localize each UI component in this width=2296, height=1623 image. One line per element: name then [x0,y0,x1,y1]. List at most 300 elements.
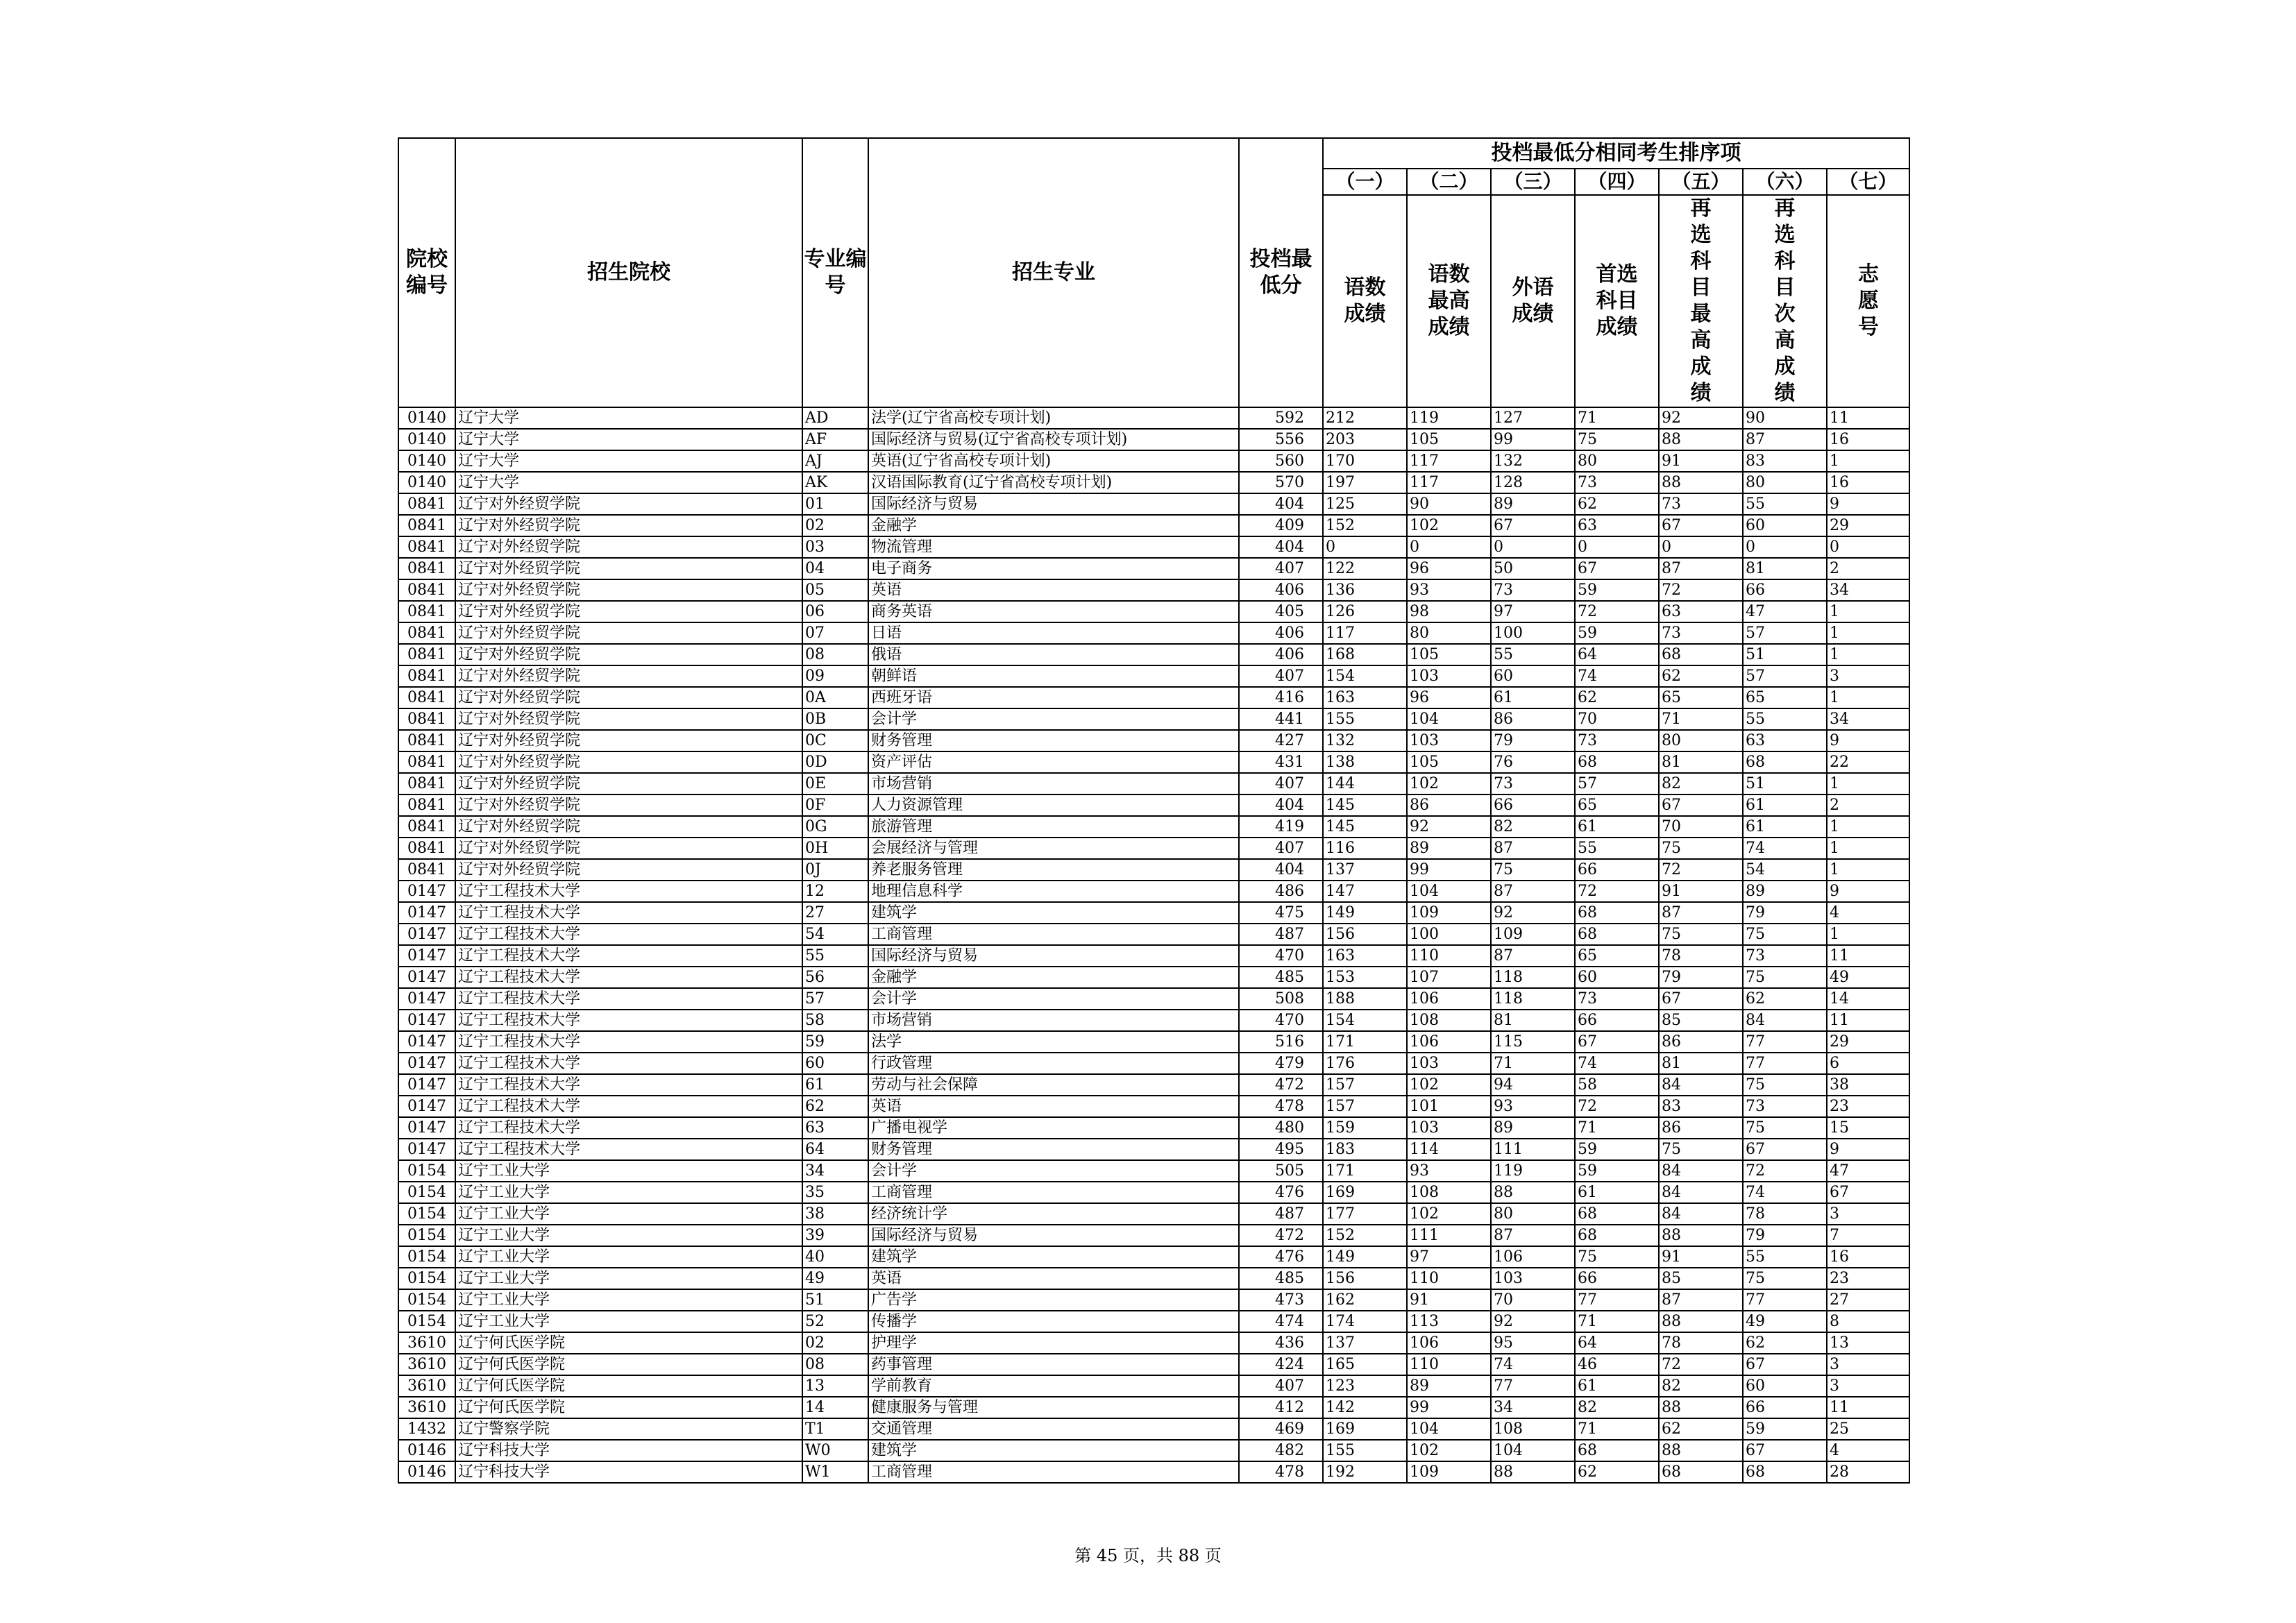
cell-major-code: 61 [802,1074,868,1096]
cell-major-code: 0B [802,708,868,730]
cell-tiebreak-5: 71 [1659,708,1743,730]
cell-tiebreak-3: 87 [1491,1225,1575,1246]
cell-tiebreak-3: 73 [1491,579,1575,601]
cell-tiebreak-6: 61 [1743,816,1827,838]
cell-tiebreak-3: 80 [1491,1203,1575,1225]
cell-major-name: 法学 [868,1031,1239,1053]
cell-school-code: 0841 [398,859,455,881]
cell-tiebreak-6: 79 [1743,1225,1827,1246]
cell-tiebreak-4: 68 [1575,924,1659,945]
cell-tiebreak-2: 92 [1407,816,1491,838]
cell-major-code: 09 [802,665,868,687]
cell-tiebreak-4: 75 [1575,429,1659,450]
cell-tiebreak-1: 137 [1323,859,1407,881]
cell-school-name: 辽宁对外经贸学院 [455,558,802,579]
cell-major-code: 0J [802,859,868,881]
cell-min-score: 476 [1239,1182,1323,1203]
cell-major-code: 0G [802,816,868,838]
cell-tiebreak-1: 117 [1323,622,1407,644]
cell-tiebreak-7: 1 [1827,816,1909,838]
cell-tiebreak-5: 91 [1659,450,1743,472]
cell-school-code: 0841 [398,493,455,515]
cell-tiebreak-3: 118 [1491,967,1575,988]
cell-tiebreak-7: 9 [1827,881,1909,902]
cell-tiebreak-3: 118 [1491,988,1575,1010]
cell-major-code: AD [802,407,868,429]
cell-school-name: 辽宁对外经贸学院 [455,644,802,665]
cell-tiebreak-3: 115 [1491,1031,1575,1053]
cell-tiebreak-2: 102 [1407,515,1491,536]
cell-school-name: 辽宁对外经贸学院 [455,579,802,601]
cell-major-code: 0D [802,751,868,773]
cell-tiebreak-7: 1 [1827,859,1909,881]
cell-school-name: 辽宁工业大学 [455,1160,802,1182]
cell-min-score: 478 [1239,1096,1323,1117]
cell-major-name: 行政管理 [868,1053,1239,1074]
cell-min-score: 404 [1239,859,1323,881]
cell-tiebreak-3: 76 [1491,751,1575,773]
cell-major-code: 08 [802,644,868,665]
cell-tiebreak-4: 72 [1575,601,1659,622]
header-min-score: 投档最低分 [1239,138,1323,407]
table-row [398,751,1909,773]
cell-major-name: 国际经济与贸易 [868,493,1239,515]
cell-tiebreak-1: 169 [1323,1182,1407,1203]
cell-school-code: 0154 [398,1311,455,1332]
cell-school-code: 0841 [398,838,455,859]
cell-school-name: 辽宁对外经贸学院 [455,751,802,773]
header-tiebreak-group: 投档最低分相同考生排序项 [1323,138,1909,169]
cell-min-score: 505 [1239,1160,1323,1182]
cell-major-name: 学前教育 [868,1375,1239,1397]
cell-major-name: 地理信息科学 [868,881,1239,902]
cell-major-code: 49 [802,1268,868,1289]
cell-major-name: 护理学 [868,1332,1239,1354]
cell-tiebreak-4: 61 [1575,1375,1659,1397]
cell-tiebreak-2: 99 [1407,859,1491,881]
header-sub-4: 首选科目成绩 [1575,195,1659,407]
cell-tiebreak-3: 132 [1491,450,1575,472]
cell-tiebreak-7: 47 [1827,1160,1909,1182]
cell-major-name: 英语(辽宁省高校专项计划) [868,450,1239,472]
cell-school-code: 0147 [398,1096,455,1117]
cell-tiebreak-4: 60 [1575,967,1659,988]
cell-tiebreak-4: 64 [1575,1332,1659,1354]
cell-tiebreak-2: 86 [1407,794,1491,816]
cell-major-name: 工商管理 [868,924,1239,945]
table-row [398,967,1909,988]
cell-tiebreak-4: 68 [1575,1203,1659,1225]
cell-tiebreak-7: 34 [1827,708,1909,730]
cell-tiebreak-1: 137 [1323,1332,1407,1354]
cell-major-name: 英语 [868,1268,1239,1289]
cell-major-code: 0H [802,838,868,859]
cell-major-name: 经济统计学 [868,1203,1239,1225]
cell-tiebreak-7: 2 [1827,558,1909,579]
cell-tiebreak-2: 110 [1407,1268,1491,1289]
cell-tiebreak-5: 87 [1659,558,1743,579]
cell-tiebreak-2: 91 [1407,1289,1491,1311]
cell-major-name: 工商管理 [868,1182,1239,1203]
table-row [398,708,1909,730]
cell-min-score: 431 [1239,751,1323,773]
cell-school-code: 0147 [398,1010,455,1031]
cell-min-score: 472 [1239,1225,1323,1246]
table-row [398,773,1909,794]
table-row [398,1246,1909,1268]
cell-major-name: 英语 [868,579,1239,601]
cell-tiebreak-5: 72 [1659,1354,1743,1375]
cell-tiebreak-7: 3 [1827,1354,1909,1375]
cell-major-code: 14 [802,1397,868,1418]
cell-tiebreak-3: 127 [1491,407,1575,429]
cell-major-name: 国际经济与贸易 [868,945,1239,967]
cell-tiebreak-5: 84 [1659,1160,1743,1182]
cell-tiebreak-1: 155 [1323,708,1407,730]
cell-tiebreak-2: 109 [1407,1461,1491,1483]
cell-tiebreak-7: 0 [1827,536,1909,558]
cell-tiebreak-5: 62 [1659,1418,1743,1440]
cell-tiebreak-1: 159 [1323,1117,1407,1139]
cell-major-code: 51 [802,1289,868,1311]
cell-min-score: 560 [1239,450,1323,472]
table-row [398,902,1909,924]
cell-tiebreak-4: 67 [1575,1031,1659,1053]
cell-tiebreak-3: 88 [1491,1182,1575,1203]
cell-tiebreak-6: 66 [1743,1397,1827,1418]
cell-major-code: 54 [802,924,868,945]
cell-school-code: 0841 [398,558,455,579]
table-row [398,1332,1909,1354]
cell-min-score: 441 [1239,708,1323,730]
cell-school-code: 0147 [398,967,455,988]
cell-tiebreak-6: 51 [1743,644,1827,665]
cell-tiebreak-5: 88 [1659,429,1743,450]
cell-school-code: 0841 [398,665,455,687]
cell-tiebreak-3: 128 [1491,472,1575,493]
cell-school-code: 1432 [398,1418,455,1440]
cell-major-name: 市场营销 [868,1010,1239,1031]
cell-tiebreak-6: 78 [1743,1203,1827,1225]
cell-major-name: 金融学 [868,515,1239,536]
cell-tiebreak-1: 156 [1323,924,1407,945]
cell-school-name: 辽宁工业大学 [455,1246,802,1268]
cell-tiebreak-3: 93 [1491,1096,1575,1117]
cell-tiebreak-5: 87 [1659,902,1743,924]
cell-tiebreak-2: 89 [1407,838,1491,859]
table-row [398,1203,1909,1225]
table-row [398,1354,1909,1375]
cell-school-code: 0841 [398,579,455,601]
cell-min-score: 592 [1239,407,1323,429]
cell-tiebreak-6: 67 [1743,1354,1827,1375]
cell-major-name: 会展经济与管理 [868,838,1239,859]
cell-tiebreak-7: 3 [1827,665,1909,687]
cell-min-score: 406 [1239,644,1323,665]
cell-tiebreak-2: 110 [1407,945,1491,967]
cell-school-code: 0841 [398,773,455,794]
cell-school-code: 0147 [398,902,455,924]
cell-tiebreak-6: 77 [1743,1289,1827,1311]
table-row [398,472,1909,493]
cell-min-score: 469 [1239,1418,1323,1440]
cell-tiebreak-6: 61 [1743,794,1827,816]
header-major-code: 专业编号 [802,138,868,407]
cell-tiebreak-6: 72 [1743,1160,1827,1182]
table-row [398,1117,1909,1139]
cell-school-name: 辽宁何氏医学院 [455,1375,802,1397]
cell-tiebreak-4: 74 [1575,1053,1659,1074]
cell-major-name: 朝鲜语 [868,665,1239,687]
cell-tiebreak-1: 126 [1323,601,1407,622]
cell-tiebreak-7: 25 [1827,1418,1909,1440]
cell-tiebreak-5: 91 [1659,1246,1743,1268]
cell-tiebreak-1: 162 [1323,1289,1407,1311]
cell-tiebreak-3: 109 [1491,924,1575,945]
cell-tiebreak-6: 63 [1743,730,1827,751]
cell-major-code: 07 [802,622,868,644]
header-num-6: （六） [1743,169,1827,195]
cell-tiebreak-7: 22 [1827,751,1909,773]
cell-tiebreak-6: 62 [1743,1332,1827,1354]
cell-school-code: 0154 [398,1182,455,1203]
cell-tiebreak-5: 80 [1659,730,1743,751]
cell-tiebreak-2: 102 [1407,773,1491,794]
cell-tiebreak-1: 144 [1323,773,1407,794]
cell-tiebreak-7: 1 [1827,773,1909,794]
cell-tiebreak-3: 50 [1491,558,1575,579]
table-row [398,816,1909,838]
cell-tiebreak-5: 78 [1659,945,1743,967]
cell-min-score: 508 [1239,988,1323,1010]
cell-school-name: 辽宁大学 [455,429,802,450]
cell-school-name: 辽宁科技大学 [455,1440,802,1461]
cell-school-code: 3610 [398,1375,455,1397]
cell-tiebreak-4: 62 [1575,1461,1659,1483]
cell-tiebreak-1: 177 [1323,1203,1407,1225]
cell-tiebreak-7: 16 [1827,1246,1909,1268]
table-row [398,1289,1909,1311]
cell-tiebreak-5: 72 [1659,579,1743,601]
cell-min-score: 473 [1239,1289,1323,1311]
cell-tiebreak-2: 93 [1407,1160,1491,1182]
cell-tiebreak-2: 108 [1407,1182,1491,1203]
cell-school-name: 辽宁工程技术大学 [455,967,802,988]
cell-major-code: 38 [802,1203,868,1225]
cell-tiebreak-3: 87 [1491,881,1575,902]
cell-tiebreak-3: 74 [1491,1354,1575,1375]
cell-school-name: 辽宁工程技术大学 [455,945,802,967]
header-major: 招生专业 [868,138,1239,407]
cell-tiebreak-6: 65 [1743,687,1827,708]
cell-tiebreak-1: 203 [1323,429,1407,450]
cell-tiebreak-7: 11 [1827,945,1909,967]
cell-min-score: 516 [1239,1031,1323,1053]
cell-school-code: 0147 [398,988,455,1010]
cell-tiebreak-7: 1 [1827,838,1909,859]
cell-tiebreak-5: 79 [1659,967,1743,988]
cell-tiebreak-2: 107 [1407,967,1491,988]
cell-tiebreak-7: 16 [1827,429,1909,450]
cell-school-name: 辽宁工业大学 [455,1268,802,1289]
cell-school-code: 0841 [398,816,455,838]
cell-tiebreak-2: 103 [1407,1053,1491,1074]
cell-tiebreak-1: 170 [1323,450,1407,472]
cell-school-code: 3610 [398,1354,455,1375]
cell-tiebreak-1: 145 [1323,816,1407,838]
cell-tiebreak-4: 77 [1575,1289,1659,1311]
cell-min-score: 480 [1239,1117,1323,1139]
cell-tiebreak-4: 62 [1575,493,1659,515]
table-row [398,1268,1909,1289]
cell-school-name: 辽宁工程技术大学 [455,1096,802,1117]
cell-tiebreak-2: 109 [1407,902,1491,924]
cell-tiebreak-2: 102 [1407,1203,1491,1225]
cell-tiebreak-6: 75 [1743,924,1827,945]
cell-school-code: 0140 [398,429,455,450]
cell-tiebreak-7: 4 [1827,902,1909,924]
table-header [398,138,1909,407]
cell-major-name: 市场营销 [868,773,1239,794]
cell-major-name: 旅游管理 [868,816,1239,838]
cell-tiebreak-2: 108 [1407,1010,1491,1031]
cell-tiebreak-5: 84 [1659,1074,1743,1096]
cell-min-score: 476 [1239,1246,1323,1268]
cell-major-name: 国际经济与贸易 [868,1225,1239,1246]
cell-major-name: 健康服务与管理 [868,1397,1239,1418]
cell-school-code: 0147 [398,881,455,902]
cell-school-name: 辽宁对外经贸学院 [455,773,802,794]
cell-tiebreak-5: 83 [1659,1096,1743,1117]
cell-tiebreak-6: 67 [1743,1139,1827,1160]
cell-school-name: 辽宁大学 [455,472,802,493]
cell-major-code: 0C [802,730,868,751]
cell-tiebreak-4: 68 [1575,1440,1659,1461]
cell-tiebreak-4: 0 [1575,536,1659,558]
table-row [398,1375,1909,1397]
cell-tiebreak-3: 89 [1491,1117,1575,1139]
cell-school-code: 0841 [398,708,455,730]
cell-min-score: 404 [1239,493,1323,515]
cell-tiebreak-2: 93 [1407,579,1491,601]
cell-tiebreak-1: 0 [1323,536,1407,558]
cell-tiebreak-2: 89 [1407,1375,1491,1397]
cell-min-score: 495 [1239,1139,1323,1160]
cell-tiebreak-2: 90 [1407,493,1491,515]
cell-major-code: W1 [802,1461,868,1483]
cell-school-name: 辽宁对外经贸学院 [455,794,802,816]
cell-tiebreak-3: 95 [1491,1332,1575,1354]
cell-tiebreak-6: 47 [1743,601,1827,622]
table-row [398,1182,1909,1203]
cell-tiebreak-3: 73 [1491,773,1575,794]
header-sub-7: 志愿号 [1827,195,1909,407]
cell-tiebreak-6: 75 [1743,1117,1827,1139]
cell-major-code: 60 [802,1053,868,1074]
table-row [398,1053,1909,1074]
table-row [398,515,1909,536]
cell-school-name: 辽宁对外经贸学院 [455,622,802,644]
cell-tiebreak-2: 102 [1407,1440,1491,1461]
cell-tiebreak-1: 154 [1323,1010,1407,1031]
cell-tiebreak-4: 46 [1575,1354,1659,1375]
cell-tiebreak-5: 67 [1659,794,1743,816]
cell-school-code: 0154 [398,1160,455,1182]
cell-tiebreak-4: 68 [1575,902,1659,924]
cell-tiebreak-5: 82 [1659,1375,1743,1397]
cell-tiebreak-4: 82 [1575,1397,1659,1418]
table-row [398,1311,1909,1332]
cell-tiebreak-7: 67 [1827,1182,1909,1203]
cell-tiebreak-4: 71 [1575,1418,1659,1440]
cell-tiebreak-2: 99 [1407,1397,1491,1418]
cell-major-code: 52 [802,1311,868,1332]
cell-tiebreak-5: 86 [1659,1031,1743,1053]
cell-school-name: 辽宁大学 [455,450,802,472]
cell-tiebreak-6: 80 [1743,472,1827,493]
cell-school-code: 3610 [398,1332,455,1354]
header-sub-2: 语数最高成绩 [1407,195,1491,407]
table-row [398,924,1909,945]
cell-tiebreak-2: 103 [1407,1117,1491,1139]
cell-tiebreak-6: 55 [1743,708,1827,730]
cell-school-code: 0140 [398,407,455,429]
cell-tiebreak-2: 105 [1407,751,1491,773]
cell-tiebreak-3: 87 [1491,838,1575,859]
cell-major-code: AK [802,472,868,493]
cell-tiebreak-4: 80 [1575,450,1659,472]
table-row [398,579,1909,601]
cell-min-score: 416 [1239,687,1323,708]
cell-tiebreak-7: 11 [1827,1010,1909,1031]
cell-tiebreak-6: 75 [1743,1268,1827,1289]
cell-tiebreak-1: 142 [1323,1397,1407,1418]
cell-tiebreak-7: 4 [1827,1440,1909,1461]
cell-tiebreak-7: 3 [1827,1375,1909,1397]
cell-tiebreak-3: 77 [1491,1375,1575,1397]
cell-school-code: 0154 [398,1246,455,1268]
cell-school-code: 0147 [398,1139,455,1160]
cell-major-name: 法学(辽宁省高校专项计划) [868,407,1239,429]
cell-school-code: 0841 [398,622,455,644]
cell-tiebreak-4: 59 [1575,579,1659,601]
cell-school-name: 辽宁对外经贸学院 [455,859,802,881]
cell-major-code: 08 [802,1354,868,1375]
cell-tiebreak-5: 84 [1659,1182,1743,1203]
cell-tiebreak-5: 62 [1659,665,1743,687]
cell-school-name: 辽宁工业大学 [455,1311,802,1332]
table-row [398,493,1909,515]
cell-tiebreak-5: 68 [1659,1461,1743,1483]
table-row [398,1031,1909,1053]
table-row [398,450,1909,472]
cell-tiebreak-1: 152 [1323,515,1407,536]
cell-tiebreak-4: 55 [1575,838,1659,859]
cell-school-name: 辽宁工业大学 [455,1225,802,1246]
cell-school-code: 0841 [398,794,455,816]
cell-tiebreak-3: 97 [1491,601,1575,622]
cell-tiebreak-7: 9 [1827,493,1909,515]
cell-school-code: 0841 [398,751,455,773]
cell-tiebreak-7: 3 [1827,1203,1909,1225]
cell-tiebreak-2: 117 [1407,472,1491,493]
cell-tiebreak-7: 11 [1827,1397,1909,1418]
cell-major-code: 04 [802,558,868,579]
cell-tiebreak-4: 65 [1575,794,1659,816]
cell-major-code: 01 [802,493,868,515]
cell-school-code: 0140 [398,472,455,493]
cell-tiebreak-4: 66 [1575,1010,1659,1031]
